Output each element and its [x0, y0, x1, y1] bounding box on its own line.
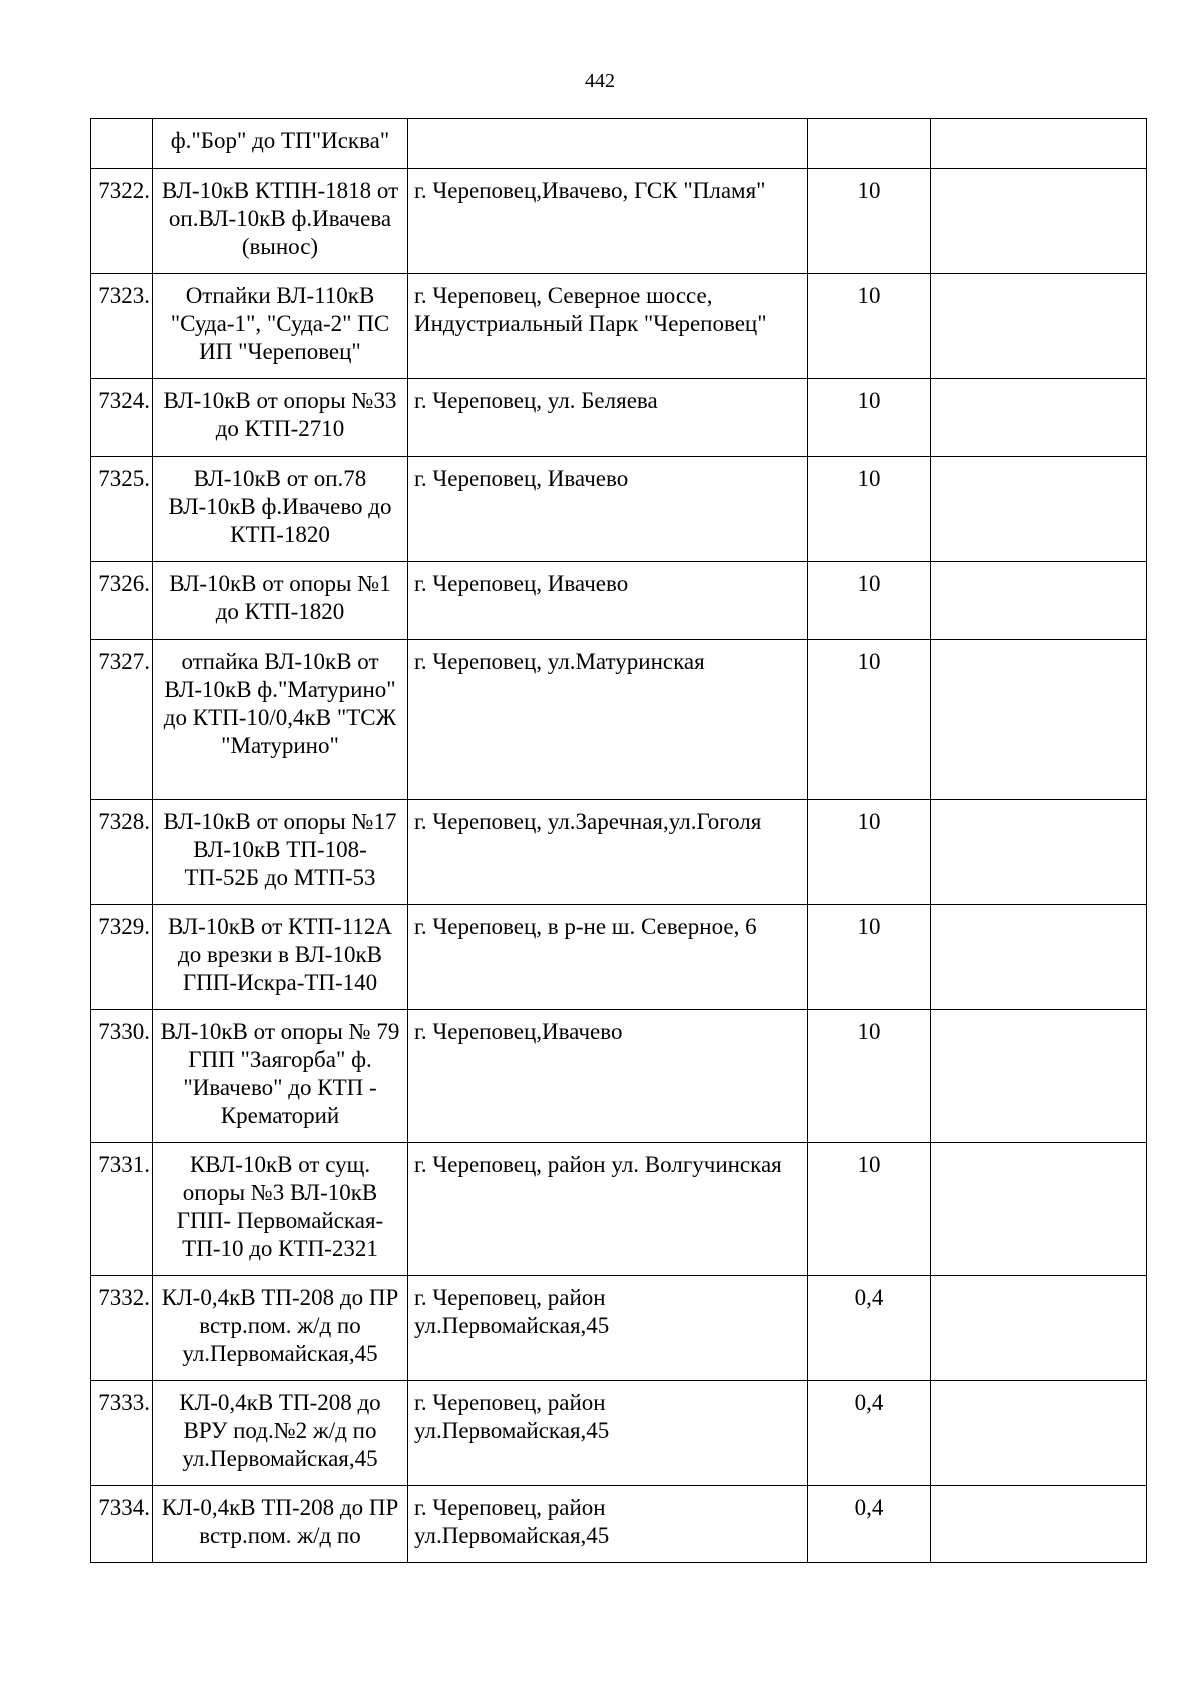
- line-name-cell: КЛ-0,4кВ ТП-208 до ВРУ под.№2 ж/д по ул.Первомайская,45: [153, 1381, 408, 1486]
- line-name-cell: ВЛ-10кВ от опоры №1 до КТП-1820: [153, 562, 408, 640]
- voltage-cell: 0,4: [808, 1486, 931, 1563]
- row-number-cell: [91, 119, 153, 169]
- table-row: [91, 640, 1147, 800]
- line-name-cell: отпайка ВЛ-10кВ от ВЛ-10кВ ф."Матурино" до КТП-10/0,4кВ "ТСЖ "Матурино": [153, 640, 408, 800]
- line-name-cell: КЛ-0,4кВ ТП-208 до ПР встр.пом. ж/д по ул.Первомайская,45: [153, 1276, 408, 1381]
- row-number-cell: 7323.: [91, 274, 153, 379]
- line-name-cell: ВЛ-10кВ от КТП-112А до врезки в ВЛ-10кВ ГПП-Искра-ТП-140: [153, 905, 408, 1010]
- voltage-cell: 10: [808, 457, 931, 562]
- address-cell: г. Череповец,Ивачево: [408, 1010, 808, 1143]
- voltage-cell: 10: [808, 1010, 931, 1143]
- table-row: [91, 1143, 1147, 1276]
- registry-table: [90, 118, 1147, 1563]
- row-number-cell: 7329.: [91, 905, 153, 1010]
- line-name-cell: ВЛ-10кВ от опоры №17 ВЛ-10кВ ТП-108-ТП-52Б до МТП-53: [153, 800, 408, 905]
- table-row: [91, 562, 1147, 640]
- extra-cell: [931, 1143, 1147, 1276]
- address-cell: г. Череповец, район ул.Первомайская,45: [408, 1486, 808, 1563]
- address-cell: г. Череповец, ул. Беляева: [408, 379, 808, 457]
- row-number-cell: 7328.: [91, 800, 153, 905]
- extra-cell: [931, 562, 1147, 640]
- address-cell: г. Череповец, район ул.Первомайская,45: [408, 1276, 808, 1381]
- address-cell: г. Череповец, в р-не ш. Северное, 6: [408, 905, 808, 1010]
- voltage-cell: 0,4: [808, 1381, 931, 1486]
- address-cell: г. Череповец,Ивачево, ГСК "Пламя": [408, 169, 808, 274]
- voltage-cell: 10: [808, 640, 931, 800]
- address-cell: г. Череповец, Ивачево: [408, 562, 808, 640]
- table-row: [91, 800, 1147, 905]
- extra-cell: [931, 457, 1147, 562]
- table-row: [91, 1381, 1147, 1486]
- extra-cell: [931, 1381, 1147, 1486]
- voltage-cell: 10: [808, 379, 931, 457]
- line-name-cell: ВЛ-10кВ от опоры № 79 ГПП "Заягорба" ф. "Ивачево" до КТП - Крематорий: [153, 1010, 408, 1143]
- row-number-cell: 7333.: [91, 1381, 153, 1486]
- line-name-cell: КВЛ-10кВ от сущ. опоры №3 ВЛ-10кВ ГПП- Первомайская-ТП-10 до КТП-2321: [153, 1143, 408, 1276]
- voltage-cell: 10: [808, 905, 931, 1010]
- extra-cell: [931, 169, 1147, 274]
- line-name-cell: ф."Бор" до ТП"Исква": [153, 119, 408, 169]
- row-number-cell: 7332.: [91, 1276, 153, 1381]
- row-number-cell: 7334.: [91, 1486, 153, 1563]
- voltage-cell: 10: [808, 169, 931, 274]
- extra-cell: [931, 800, 1147, 905]
- extra-cell: [931, 640, 1147, 800]
- extra-cell: [931, 379, 1147, 457]
- extra-cell: [931, 1010, 1147, 1143]
- extra-cell: [931, 119, 1147, 169]
- table-row: [91, 119, 1147, 169]
- table-row: [91, 1486, 1147, 1563]
- address-cell: г. Череповец, ул.Матуринская: [408, 640, 808, 800]
- row-number-cell: 7330.: [91, 1010, 153, 1143]
- row-number-cell: 7327.: [91, 640, 153, 800]
- table-row: [91, 379, 1147, 457]
- voltage-cell: 10: [808, 562, 931, 640]
- extra-cell: [931, 1486, 1147, 1563]
- address-cell: [408, 119, 808, 169]
- registry-table-body: [91, 119, 1147, 1563]
- voltage-cell: 10: [808, 1143, 931, 1276]
- address-cell: г. Череповец, район ул. Волгучинская: [408, 1143, 808, 1276]
- table-row: [91, 274, 1147, 379]
- table-row: [91, 169, 1147, 274]
- address-cell: г. Череповец, Ивачево: [408, 457, 808, 562]
- voltage-cell: 0,4: [808, 1276, 931, 1381]
- voltage-cell: 10: [808, 274, 931, 379]
- line-name-cell: ВЛ-10кВ КТПН-1818 от оп.ВЛ-10кВ ф.Ивачева (вынос): [153, 169, 408, 274]
- table-row: [91, 905, 1147, 1010]
- voltage-cell: 10: [808, 800, 931, 905]
- line-name-cell: ВЛ-10кВ от опоры №33 до КТП-2710: [153, 379, 408, 457]
- extra-cell: [931, 1276, 1147, 1381]
- extra-cell: [931, 274, 1147, 379]
- row-number-cell: 7322.: [91, 169, 153, 274]
- extra-cell: [931, 905, 1147, 1010]
- voltage-cell: [808, 119, 931, 169]
- row-number-cell: 7325.: [91, 457, 153, 562]
- row-number-cell: 7324.: [91, 379, 153, 457]
- row-number-cell: 7326.: [91, 562, 153, 640]
- page-number: 442: [585, 70, 615, 92]
- row-number-cell: 7331.: [91, 1143, 153, 1276]
- line-name-cell: Отпайки ВЛ-110кВ "Суда-1", "Суда-2" ПС ИП "Череповец": [153, 274, 408, 379]
- address-cell: г. Череповец, Северное шоссе, Индустриальный Парк "Череповец": [408, 274, 808, 379]
- table-row: [91, 1010, 1147, 1143]
- address-cell: г. Череповец, район ул.Первомайская,45: [408, 1381, 808, 1486]
- line-name-cell: ВЛ-10кВ от оп.78 ВЛ-10кВ ф.Ивачево до КТП-1820: [153, 457, 408, 562]
- table-row: [91, 1276, 1147, 1381]
- address-cell: г. Череповец, ул.Заречная,ул.Гоголя: [408, 800, 808, 905]
- line-name-cell: КЛ-0,4кВ ТП-208 до ПР встр.пом. ж/д по: [153, 1486, 408, 1563]
- table-row: [91, 457, 1147, 562]
